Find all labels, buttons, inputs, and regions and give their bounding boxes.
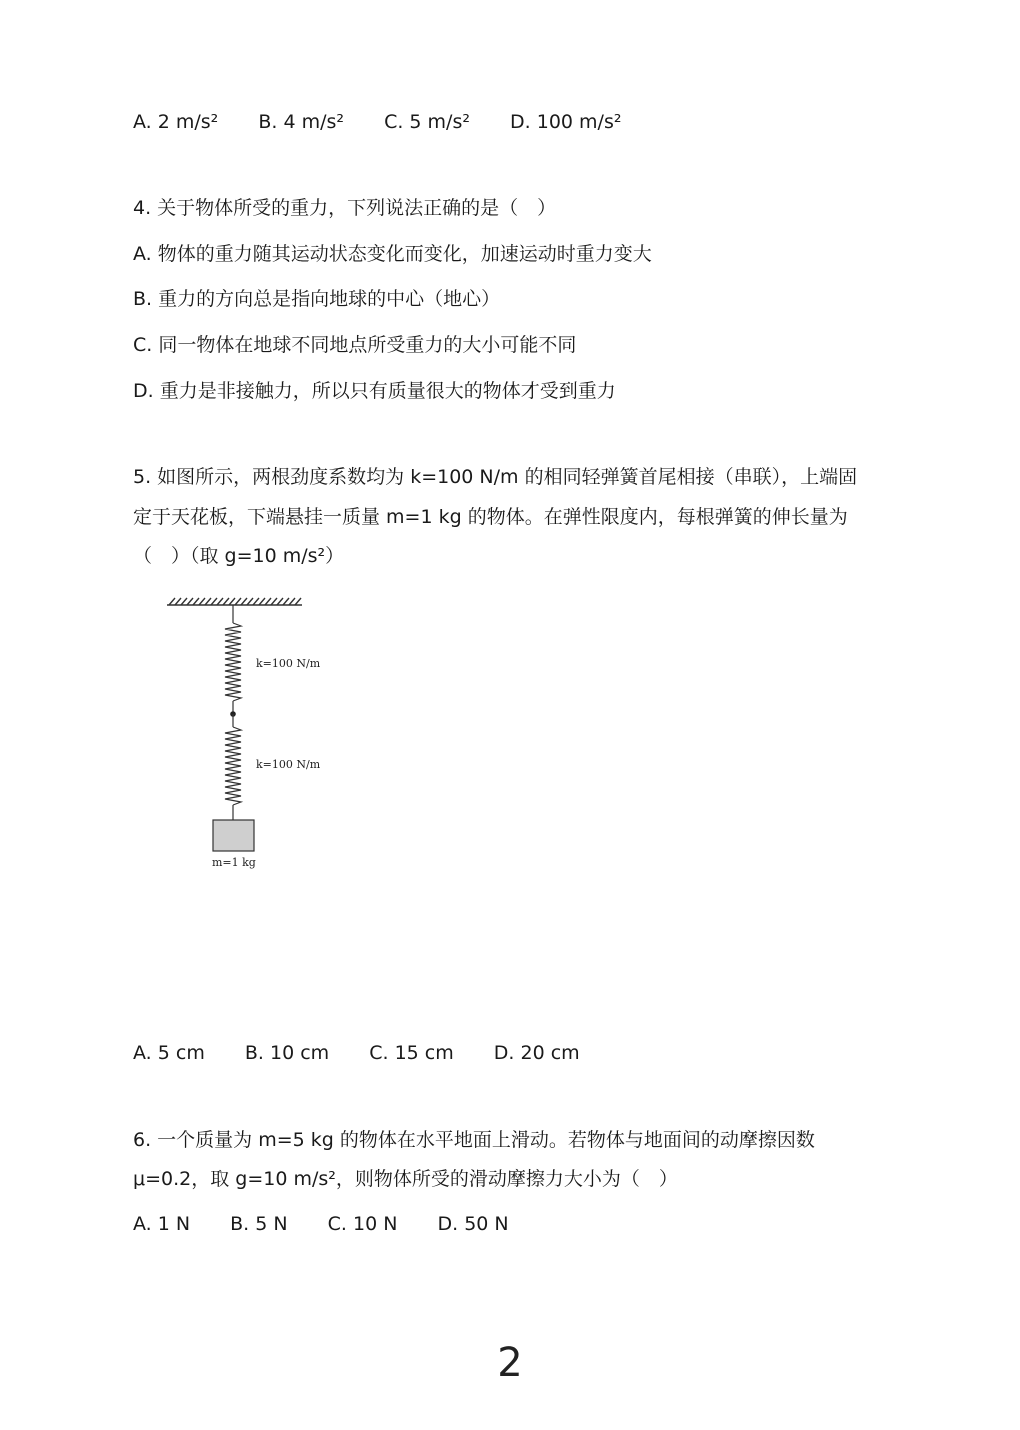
q6-option-b: B. 5 N <box>230 1213 288 1235</box>
q6-stem-line-1: 6. 一个质量为 m=5 kg 的物体在水平地面上滑动。若物体与地面间的动摩擦因数 <box>133 1129 815 1151</box>
q6-option-a: A. 1 N <box>133 1213 191 1235</box>
spring-1-label: k=100 N/m <box>256 657 321 670</box>
q4-option-d: D. 重力是非接触力，所以只有质量很大的物体才受到重力 <box>133 380 616 402</box>
q4-stem: 4. 关于物体所受的重力，下列说法正确的是（ ） <box>133 197 557 219</box>
q6-options <box>133 1211 509 1237</box>
q6-stem-line-2: μ=0.2，取 g=10 m/s²，则物体所受的滑动摩擦力大小为（ ） <box>133 1168 678 1190</box>
spring-2-label: k=100 N/m <box>256 758 321 771</box>
q5-option-a: A. 5 cm <box>133 1042 205 1064</box>
ceiling <box>167 598 302 605</box>
q6-option-d: D. 50 N <box>437 1213 509 1235</box>
page-number: 2 <box>497 1340 523 1386</box>
q5-option-d: D. 20 cm <box>493 1042 580 1064</box>
spring-1 <box>225 605 241 714</box>
q5-option-c: C. 15 cm <box>369 1042 454 1064</box>
q4-option-a: A. 物体的重力随其运动状态变化而变化，加速运动时重力变大 <box>133 243 652 265</box>
q3-option-a: A. 2 m/s² <box>133 111 219 133</box>
mass-label: m=1 kg <box>212 856 256 869</box>
q3-option-d: D. 100 m/s² <box>510 111 622 133</box>
q6-option-c: C. 10 N <box>327 1213 398 1235</box>
q5-options <box>133 1040 580 1066</box>
spring-2 <box>225 714 241 820</box>
q3-option-c: C. 5 m/s² <box>384 111 470 133</box>
q5-stem-line-1: 5. 如图所示，两根劲度系数均为 k=100 N/m 的相同轻弹簧首尾相接（串联），上端固 <box>133 466 858 488</box>
spring-diagram <box>135 590 345 890</box>
q3-option-b: B. 4 m/s² <box>258 111 345 133</box>
mass-block <box>213 820 254 851</box>
q3-options <box>133 109 621 135</box>
q5-stem-line-3: （ ）（取 g=10 m/s²） <box>133 545 345 567</box>
q4-option-c: C. 同一物体在地球不同地点所受重力的大小可能不同 <box>133 334 577 356</box>
q5-option-b: B. 10 cm <box>244 1042 330 1064</box>
q5-stem-line-2: 定于天花板，下端悬挂一质量 m=1 kg 的物体。在弹性限度内，每根弹簧的伸长量为 <box>133 506 848 528</box>
q4-option-b: B. 重力的方向总是指向地球的中心（地心） <box>133 288 501 310</box>
